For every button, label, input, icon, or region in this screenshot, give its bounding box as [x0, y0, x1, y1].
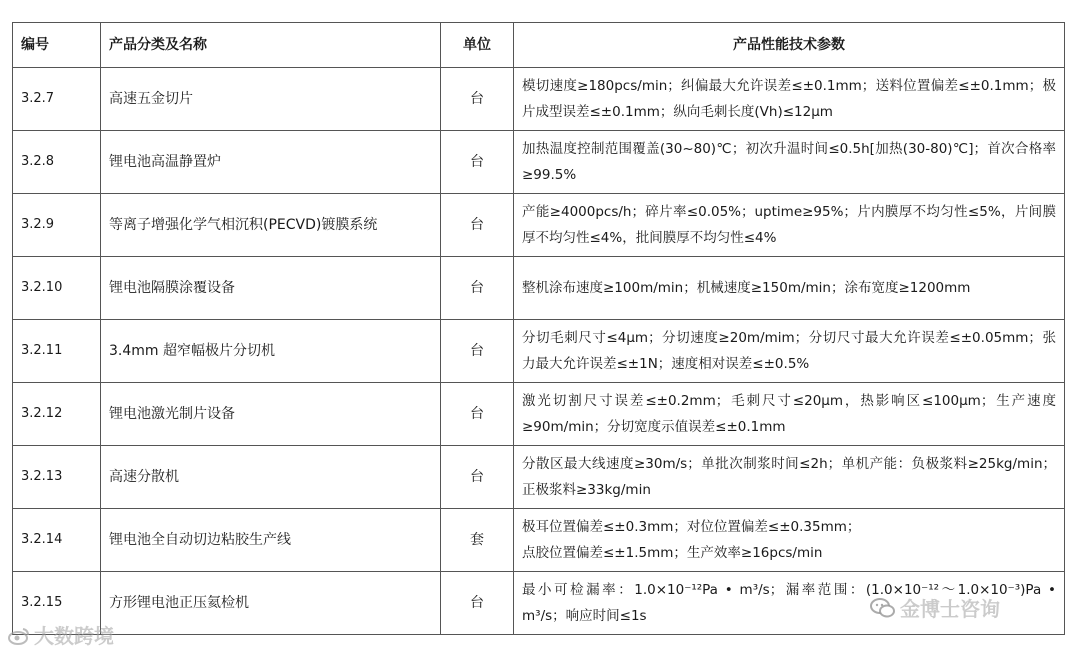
row-unit: 台 [441, 131, 514, 194]
watermark-left-text: 大数跨境 [34, 624, 114, 648]
row-unit: 台 [441, 68, 514, 131]
header-name: 产品分类及名称 [101, 23, 441, 68]
row-name: 高速分散机 [101, 446, 441, 509]
weibo-icon [8, 626, 30, 650]
row-name: 高速五金切片 [101, 68, 441, 131]
row-spec: 最小可检漏率：1.0×10⁻¹²Pa • m³/s；漏率范围：(1.0×10⁻¹²～1.0×10⁻³)Pa • m³/s；响应时间≤1s [514, 572, 1065, 635]
row-name: 锂电池激光制片设备 [101, 383, 441, 446]
row-unit: 台 [441, 572, 514, 635]
row-spec: 产能≥4000pcs/h；碎片率≤0.05%；uptime≥95%；片内膜厚不均匀性≤5%，片间膜厚不均匀性≤4%，批间膜厚不均匀性≤4% [514, 194, 1065, 257]
row-spec: 模切速度≥180pcs/min；纠偏最大允许误差≤±0.1mm；送料位置偏差≤±0.1mm；极片成型误差≤±0.1mm；纵向毛刺长度(Vh)≤12μm [514, 68, 1065, 131]
watermark-right-text: 金博士咨询 [900, 597, 1000, 621]
row-name: 等离子增强化学气相沉积(PECVD)镀膜系统 [101, 194, 441, 257]
row-id: 3.2.11 [13, 320, 101, 383]
table-row [13, 320, 1065, 383]
row-id: 3.2.7 [13, 68, 101, 131]
row-name: 方形锂电池正压氦检机 [101, 572, 441, 635]
wechat-icon [870, 597, 896, 624]
row-spec: 加热温度控制范围覆盖(30~80)℃；初次升温时间≤0.5h[加热(30-80)℃]；首次合格率≥99.5% [514, 131, 1065, 194]
row-id: 3.2.12 [13, 383, 101, 446]
row-name: 锂电池高温静置炉 [101, 131, 441, 194]
header-id: 编号 [13, 23, 101, 68]
row-name: 锂电池全自动切边粘胶生产线 [101, 509, 441, 572]
row-spec: 极耳位置偏差≤±0.3mm；对位位置偏差≤±0.35mm； 点胶位置偏差≤±1.5mm；生产效率≥16pcs/min [514, 509, 1065, 572]
table-row [13, 68, 1065, 131]
header-spec: 产品性能技术参数 [514, 23, 1065, 68]
row-unit: 套 [441, 509, 514, 572]
row-unit: 台 [441, 320, 514, 383]
spec-table [12, 22, 1065, 635]
row-name: 锂电池隔膜涂覆设备 [101, 257, 441, 320]
row-id: 3.2.10 [13, 257, 101, 320]
row-id: 3.2.14 [13, 509, 101, 572]
row-spec: 整机涂布速度≥100m/min；机械速度≥150m/min；涂布宽度≥1200mm [514, 257, 1065, 320]
row-unit: 台 [441, 194, 514, 257]
row-spec: 激光切割尺寸误差≤±0.2mm；毛刺尺寸≤20μm，热影响区≤100μm；生产速度≥90m/min；分切宽度示值误差≤±0.1mm [514, 383, 1065, 446]
watermark-right [870, 593, 1000, 624]
row-id: 3.2.15 [13, 572, 101, 635]
header-row [13, 23, 1065, 68]
table-row [13, 446, 1065, 509]
table-row [13, 257, 1065, 320]
watermark-left [8, 620, 114, 650]
row-spec: 分切毛刺尺寸≤4μm；分切速度≥20m/mim；分切尺寸最大允许误差≤±0.05mm；张力最大允许误差≤±1N；速度相对误差≤±0.5% [514, 320, 1065, 383]
row-id: 3.2.8 [13, 131, 101, 194]
row-id: 3.2.9 [13, 194, 101, 257]
table-row [13, 194, 1065, 257]
row-unit: 台 [441, 446, 514, 509]
row-unit: 台 [441, 257, 514, 320]
table-row [13, 131, 1065, 194]
row-name: 3.4mm 超窄幅极片分切机 [101, 320, 441, 383]
table-row [13, 383, 1065, 446]
row-unit: 台 [441, 383, 514, 446]
row-spec: 分散区最大线速度≥30m/s；单批次制浆时间≤2h；单机产能：负极浆料≥25kg/min；正极浆料≥33kg/min [514, 446, 1065, 509]
table-row [13, 509, 1065, 572]
row-id: 3.2.13 [13, 446, 101, 509]
header-unit: 单位 [441, 23, 514, 68]
